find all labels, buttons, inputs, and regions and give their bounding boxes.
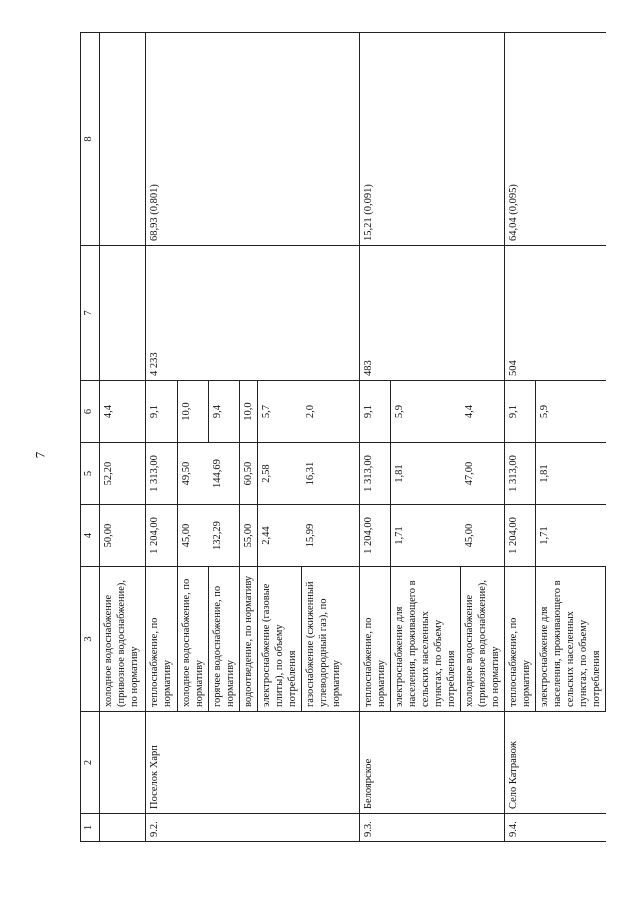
tariff-new-cell: 1 313,00 [146,443,178,505]
tariff-old-cell: 15,99 [302,505,360,567]
settlement-cell [258,712,302,814]
table-row [391,33,461,842]
service-cell: электроснабжение (газовые плиты), по объему потребления [258,567,302,712]
share-cell [100,33,146,246]
tariff-old-cell: 55,00 [240,505,258,567]
service-cell: теплоснабжение, по нормативу [505,567,536,712]
share-cell [391,33,461,246]
tariff-new-cell: 49,50 [178,443,209,505]
growth-percent-cell: 9,1 [505,381,536,443]
share-cell [240,33,258,246]
growth-percent-cell: 10,0 [240,381,258,443]
header-row [81,33,100,842]
population-cell: 483 [360,246,391,381]
table-row [258,33,302,842]
population-cell [461,246,505,381]
population-cell [100,246,146,381]
tariff-new-cell: 1,81 [391,443,461,505]
col-header-3: 3 [81,567,100,712]
settlement-cell: Белоярское [360,712,391,814]
growth-percent-cell: 2,0 [302,381,360,443]
tariff-table [80,32,606,842]
service-cell: электроснабжение для населения, проживающего в сельских населенных пунктах, по объему потребления [536,567,606,712]
growth-percent-cell: 9,1 [146,381,178,443]
tariff-new-cell: 16,31 [302,443,360,505]
row-number-cell [240,814,258,842]
tariff-old-cell: 2,44 [258,505,302,567]
table-row [240,33,258,842]
tariff-old-cell: 1,71 [536,505,606,567]
tariff-new-cell: 2,58 [258,443,302,505]
settlement-cell: Поселок Харп [146,712,178,814]
table-row [461,33,505,842]
table-row [302,33,360,842]
table-row [536,33,606,842]
page-number: 7 [32,451,48,459]
population-cell [178,246,209,381]
table-row [100,33,146,842]
settlement-cell [209,712,240,814]
tariff-new-cell: 60,50 [240,443,258,505]
row-number-cell [461,814,505,842]
share-cell: 64,04 (0,095) [505,33,536,246]
population-cell [209,246,240,381]
row-number-cell [302,814,360,842]
col-header-2: 2 [81,712,100,814]
share-cell: 15,21 (0,091) [360,33,391,246]
service-cell: теплоснабжение, по нормативу [360,567,391,712]
growth-percent-cell: 5,7 [258,381,302,443]
share-cell [258,33,302,246]
growth-percent-cell: 10,0 [178,381,209,443]
tariff-new-cell: 52,20 [100,443,146,505]
population-cell [258,246,302,381]
rotated-table-page [80,33,600,842]
tariff-old-cell: 45,00 [461,505,505,567]
share-cell [178,33,209,246]
share-cell [209,33,240,246]
table-row [146,33,178,842]
service-cell: электроснабжение для населения, проживающего в сельских населенных пунктах, по объему потребления [391,567,461,712]
settlement-cell [100,712,146,814]
tariff-old-cell: 1,71 [391,505,461,567]
tariff-old-cell: 1 204,00 [146,505,178,567]
population-cell: 504 [505,246,536,381]
service-cell: газоснабжение (сжиженный углеводородный газ), по нормативу [302,567,360,712]
service-cell: холодное водоснабжение (привозное водоснабжение), по нормативу [461,567,505,712]
service-cell: теплоснабжение, по нормативу [146,567,178,712]
service-cell: холодное водоснабжение (привозное водоснабжение), по нормативу [100,567,146,712]
growth-percent-cell: 4,4 [100,381,146,443]
tariff-old-cell: 50,00 [100,505,146,567]
population-cell [391,246,461,381]
row-number-cell: 9.4. [505,814,536,842]
population-cell [536,246,606,381]
tariff-new-cell: 144,69 [209,443,240,505]
population-cell: 4 233 [146,246,178,381]
tariff-old-cell: 45,00 [178,505,209,567]
settlement-cell [178,712,209,814]
col-header-5: 5 [81,443,100,505]
col-header-8: 8 [81,33,100,246]
tariff-old-cell: 1 204,00 [360,505,391,567]
service-cell: холодное водоснабжение, по нормативу [178,567,209,712]
population-cell [302,246,360,381]
tariff-new-cell: 1,81 [536,443,606,505]
tariff-new-cell: 47,00 [461,443,505,505]
tariff-new-cell: 1 313,00 [505,443,536,505]
table-row [209,33,240,842]
settlement-cell [302,712,360,814]
settlement-cell [536,712,606,814]
growth-percent-cell: 4,4 [461,381,505,443]
share-cell: 68,93 (0,801) [146,33,178,246]
col-header-1: 1 [81,814,100,842]
tariff-old-cell: 1 204,00 [505,505,536,567]
settlement-cell [461,712,505,814]
row-number-cell: 9.2. [146,814,178,842]
row-number-cell [100,814,146,842]
row-number-cell [391,814,461,842]
settlement-cell [240,712,258,814]
row-number-cell [536,814,606,842]
row-number-cell [258,814,302,842]
table-row [505,33,536,842]
growth-percent-cell: 5,9 [391,381,461,443]
service-cell: водоотведение, по нормативу [240,567,258,712]
table-row [178,33,209,842]
settlement-cell [391,712,461,814]
table-row [360,33,391,842]
growth-percent-cell: 9,1 [360,381,391,443]
row-number-cell [209,814,240,842]
population-cell [240,246,258,381]
col-header-7: 7 [81,246,100,381]
tariff-old-cell: 132,29 [209,505,240,567]
row-number-cell: 9.3. [360,814,391,842]
share-cell [536,33,606,246]
growth-percent-cell: 5,9 [536,381,606,443]
share-cell [302,33,360,246]
settlement-cell: Село Катравож [505,712,536,814]
row-number-cell [178,814,209,842]
share-cell [461,33,505,246]
col-header-6: 6 [81,381,100,443]
service-cell: горячее водоснабжение, по нормативу [209,567,240,712]
tariff-new-cell: 1 313,00 [360,443,391,505]
growth-percent-cell: 9,4 [209,381,240,443]
col-header-4: 4 [81,505,100,567]
